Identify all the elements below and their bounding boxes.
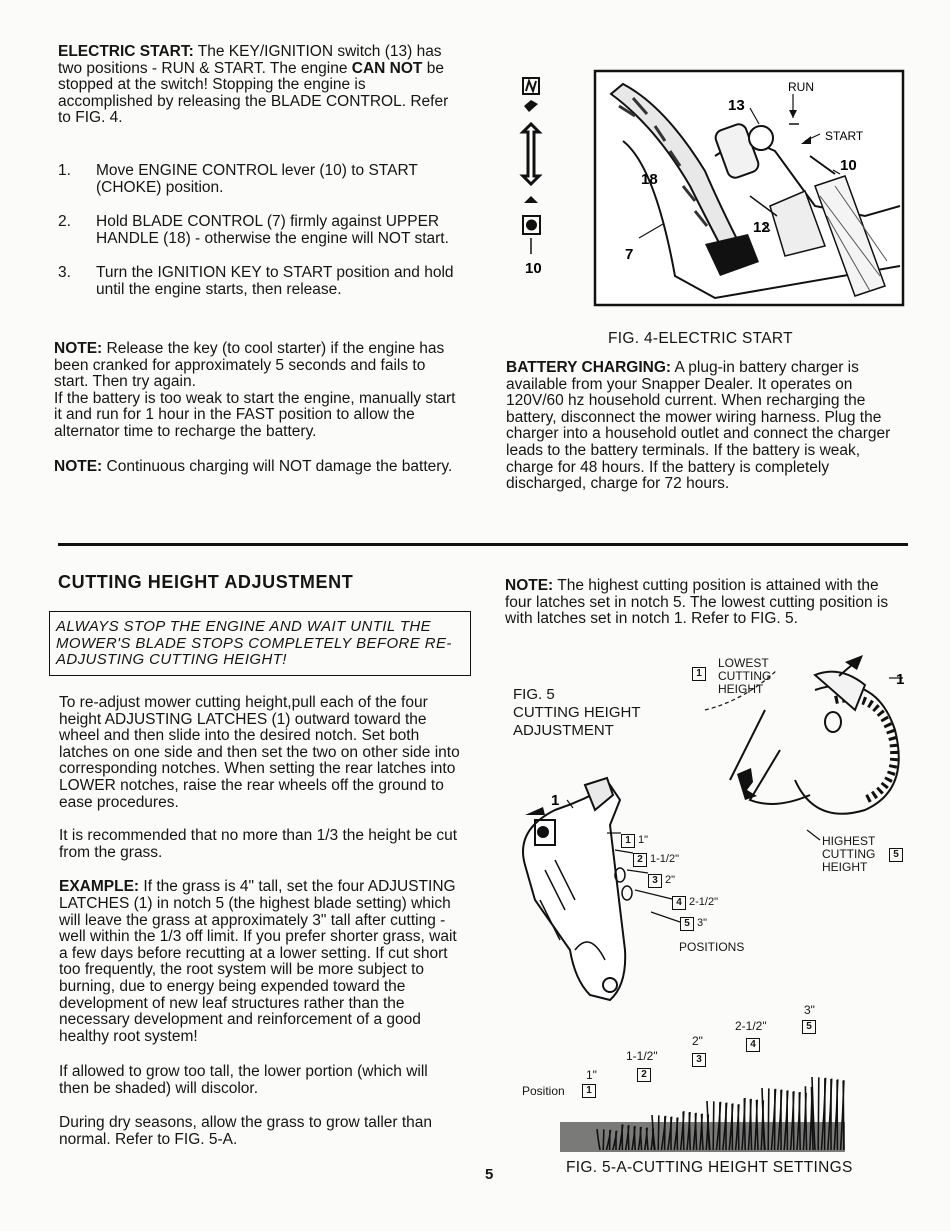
cutting-height-title: CUTTING HEIGHT ADJUSTMENT	[58, 572, 354, 592]
electric-start-note-2	[54, 459, 459, 476]
cutting-para-4: If allowed to grow too tall, the lower portion (which will then be shaded) will discolor.	[59, 1063, 428, 1097]
box-5: 5	[889, 848, 903, 862]
throttle-range-arrow	[523, 124, 539, 184]
step-text: Turn the IGNITION KEY to START position and hold until the engine starts, then release.	[96, 264, 454, 298]
positions-label: POSITIONS	[679, 940, 745, 954]
note-label: NOTE:	[54, 340, 103, 357]
ignition-key	[749, 126, 773, 150]
fig5a-position-label: Position	[522, 1084, 565, 1098]
step-number: 2.	[58, 213, 71, 231]
setting-box-1: 1	[582, 1084, 596, 1098]
cutting-para-1: To re-adjust mower cutting height,pull each of the four height ADJUSTING LATCHES (1) outward toward the wheel and then slide into the desired notch. Set both latches on one side and then set the two on other side into corresponding notches. When setting the rear latches into LOWER notches, raise the rear wheels off the ground to ease procedures.	[59, 694, 460, 811]
choke-icon	[526, 220, 537, 231]
note-label: NOTE:	[54, 458, 103, 475]
fig4-label-10: 10	[840, 157, 857, 174]
setting-height-4: 2-1/2"	[735, 1019, 767, 1033]
box-5: 5	[680, 917, 694, 931]
fig4-label-run: RUN	[788, 80, 814, 94]
control-symbols-strip	[523, 78, 540, 254]
position-height-text: 2-1/2"	[689, 896, 718, 908]
setting-box-2: 2	[637, 1068, 651, 1082]
fig4-illustration	[515, 66, 907, 310]
electric-start-steps	[58, 163, 460, 299]
cutting-para-2: It is recommended that no more than 1/3 the height be cut from the grass.	[59, 827, 458, 861]
setting-box-4: 4	[746, 1038, 760, 1052]
fig5a-grass-illustration	[560, 1042, 845, 1154]
cutting-note	[505, 578, 908, 628]
electric-start-intro	[58, 44, 463, 127]
turtle-icon	[524, 196, 538, 203]
latch-label-1-bracket: 1	[551, 792, 560, 809]
fig4-label-10-lever: 10	[525, 260, 542, 277]
position-height-text: 3"	[697, 917, 708, 929]
fig4-label-12: 12	[753, 219, 770, 236]
battery-text: A plug-in battery charger is available from your Snapper Dealer. It operates on 120V/60 hz household current. When recharging the battery, disconnect the mower wiring harness. Plug the charger into a household outlet and connect the charger leads to the battery terminals. If the battery is weak, charge for 48 hours. If the battery is completely discharged, charge for 72 hours.	[506, 359, 891, 493]
note-text: Continuous charging will NOT damage the battery.	[106, 458, 453, 475]
fig4-label-18: 18	[641, 171, 658, 188]
battery-heading: BATTERY CHARGING:	[506, 359, 672, 376]
position-callout-2	[633, 852, 679, 867]
fig5-caption: FIG. 5 CUTTING HEIGHT ADJUSTMENT	[513, 686, 641, 739]
electric-start-intro-bold: CAN NOT	[351, 59, 423, 77]
position-height-text: 1-1/2"	[650, 853, 679, 865]
example-label: EXAMPLE:	[59, 878, 140, 896]
fig5a-caption: FIG. 5-A-CUTTING HEIGHT SETTINGS	[566, 1159, 853, 1176]
cutting-instructions	[59, 695, 462, 1149]
latch-label-1-top: 1	[896, 671, 905, 688]
fig4-label-13: 13	[728, 97, 745, 114]
electric-start-note-1	[54, 341, 459, 441]
latch-bracket-drawing	[523, 778, 632, 1000]
step-text: Hold BLADE CONTROL (7) firmly against UPPER HANDLE (18) - otherwise the engine will NOT start.	[96, 213, 449, 247]
setting-height-3: 2"	[692, 1034, 703, 1048]
fig4-label-start: START	[825, 129, 864, 143]
fig5-illustration	[515, 650, 910, 1020]
step-number: 3.	[58, 264, 71, 282]
snapper-logo	[737, 768, 757, 800]
highest-height-label: HIGHEST CUTTING HEIGHT	[822, 834, 876, 874]
box-4: 4	[672, 896, 686, 910]
grass-blades	[560, 1077, 845, 1152]
setting-box-5: 5	[802, 1020, 816, 1034]
box-1: 1	[692, 667, 706, 681]
note-label: NOTE:	[505, 577, 554, 594]
position-height-text: 1"	[638, 834, 649, 846]
note-text: Release the key (to cool starter) if the engine has been cranked for approximately 5 seconds and fails to start. Then try again.	[54, 340, 445, 391]
cutting-para-5: During dry seasons, allow the grass to grow taller than normal. Refer to FIG. 5-A.	[59, 1114, 433, 1149]
rabbit-icon	[524, 100, 538, 112]
step-text: Move ENGINE CONTROL lever (10) to START (CHOKE) position.	[96, 162, 418, 196]
page-number: 5	[485, 1166, 494, 1183]
box-1: 1	[621, 834, 635, 848]
position-callout-1	[621, 833, 648, 848]
setting-height-2: 1-1/2"	[626, 1049, 658, 1063]
electric-start-heading: ELECTRIC START:	[58, 43, 194, 60]
fig4-caption: FIG. 4-ELECTRIC START	[608, 330, 793, 347]
wheel-drawing	[705, 655, 903, 840]
position-callout-4	[672, 895, 718, 910]
position-height-text: 2"	[665, 874, 676, 886]
setting-height-5: 3"	[804, 1003, 815, 1017]
electric-start-intro-b: be stopped at the switch! Stopping the engine is accomplished by releasing the BLADE CONTROL. Refer to FIG. 4.	[58, 59, 449, 127]
box-2: 2	[633, 853, 647, 867]
position-callout-5	[680, 916, 707, 931]
battery-charging	[506, 360, 907, 493]
note-text: The highest cutting position is attained with the four latches set in notch 5. The lowest cutting position is with latches set in notch 1. Refer to FIG. 5.	[505, 577, 889, 628]
step-2	[58, 214, 460, 247]
setting-height-1: 1"	[586, 1068, 597, 1082]
step-number: 1.	[58, 162, 71, 179]
example-text: If the grass is 4" tall, set the four ADJUSTING LATCHES (1) in notch 5 (the highest blade setting) which will leave the grass at approximately 3" tall after cutting -well within the 1/3 off limit. If you prefer shorter grass, wait a few days before recutting at a lower setting. If cut short too frequently, the root system will be more subject to burning, due to energy being expended toward the development of new leaf structures rather than the necessary development and reinforcement of a good healthy root system!	[59, 878, 457, 1045]
step-1	[58, 163, 460, 196]
position-callout-3	[648, 873, 675, 888]
box-3: 3	[648, 874, 662, 888]
note-text-2: If the battery is too weak to start the engine, manually start it and run for 1 hour in the FAST position to allow the alternator time to recharge the battery.	[54, 389, 456, 440]
cutting-warning-box: ALWAYS STOP THE ENGINE AND WAIT UNTIL THE MOWER'S BLADE STOPS COMPLETELY BEFORE RE-ADJUSTING CUTTING HEIGHT!	[49, 611, 471, 676]
electric-start-intro-a: The KEY/IGNITION switch (13) has two positions - RUN & START. The engine	[58, 43, 442, 77]
grass-base-shading	[560, 1122, 845, 1152]
lowest-text: LOWEST CUTTING HEIGHT	[718, 656, 772, 696]
step-3	[58, 265, 460, 298]
setting-box-3: 3	[692, 1053, 706, 1067]
fig4-label-7: 7	[625, 246, 634, 263]
section-divider	[58, 543, 908, 546]
